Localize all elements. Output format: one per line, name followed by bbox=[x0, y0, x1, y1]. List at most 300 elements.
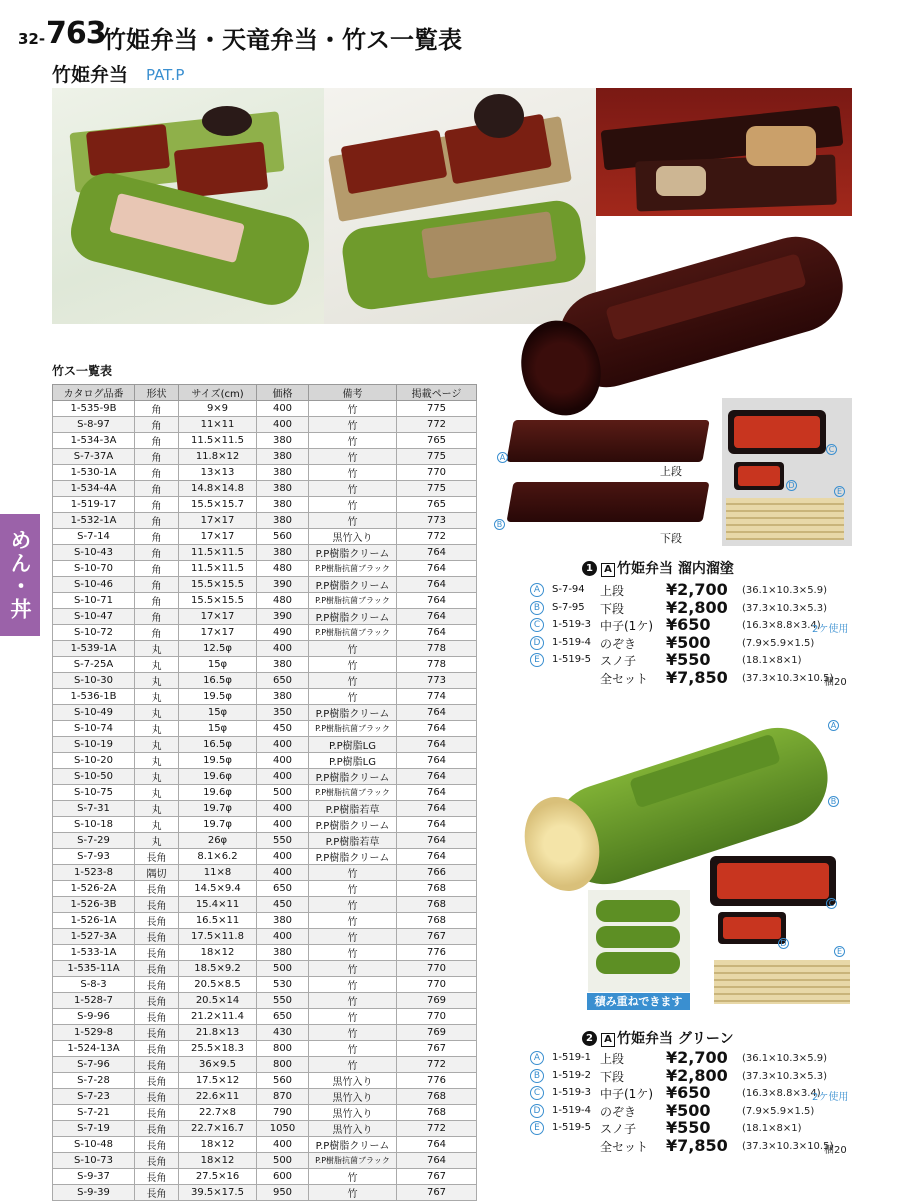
table-cell: 丸 bbox=[135, 673, 179, 689]
table-cell: S-10-73 bbox=[53, 1153, 135, 1169]
table-cell: S-10-19 bbox=[53, 737, 135, 753]
table-cell: P.P樹脂クリーム bbox=[309, 577, 397, 593]
product-code: 1-519-5 bbox=[552, 654, 592, 666]
table-cell: 772 bbox=[397, 1057, 477, 1073]
product-code: 1-519-2 bbox=[552, 1069, 592, 1081]
table-row bbox=[53, 401, 477, 417]
table-row bbox=[53, 753, 477, 769]
table-row bbox=[53, 1009, 477, 1025]
table-cell: 400 bbox=[257, 801, 309, 817]
product-size: (18.1×8×1) bbox=[742, 1123, 802, 1135]
table-cell: S-7-96 bbox=[53, 1057, 135, 1073]
product-size: (36.1×10.3×5.9) bbox=[742, 585, 827, 596]
table-row bbox=[53, 689, 477, 705]
product-code: 1-519-1 bbox=[552, 1052, 592, 1063]
table-cell: 1-523-8 bbox=[53, 865, 135, 881]
table-cell: 19.6φ bbox=[179, 769, 257, 785]
table-cell: 竹 bbox=[309, 897, 397, 913]
table-cell: 768 bbox=[397, 897, 477, 913]
table-cell: 773 bbox=[397, 513, 477, 529]
table-cell: 丸 bbox=[135, 641, 179, 657]
part-marker: D bbox=[530, 636, 544, 650]
table-cell: 14.5×9.4 bbox=[179, 881, 257, 897]
table-cell: 767 bbox=[397, 1169, 477, 1185]
product-size: (36.1×10.3×5.9) bbox=[742, 1053, 827, 1064]
table-cell: 764 bbox=[397, 561, 477, 577]
table-cell: 764 bbox=[397, 737, 477, 753]
table-row bbox=[53, 1105, 477, 1121]
patent-label: PAT.P bbox=[146, 66, 185, 84]
table-row bbox=[53, 881, 477, 897]
table-cell: 長角 bbox=[135, 961, 179, 977]
marker-a-2: A bbox=[828, 720, 839, 731]
table-cell: 650 bbox=[257, 673, 309, 689]
table-cell: 767 bbox=[397, 929, 477, 945]
table-cell: 11×11 bbox=[179, 417, 257, 433]
image-components-green bbox=[710, 856, 852, 1008]
table-cell: 500 bbox=[257, 961, 309, 977]
table-row bbox=[53, 769, 477, 785]
product-name: のぞき bbox=[600, 1104, 637, 1119]
product-name: 下段 bbox=[600, 601, 625, 616]
table-cell: 17×17 bbox=[179, 513, 257, 529]
table-cell: 380 bbox=[257, 945, 309, 961]
table-cell: 950 bbox=[257, 1185, 309, 1201]
table-cell: 773 bbox=[397, 673, 477, 689]
table-row bbox=[53, 1041, 477, 1057]
table-cell: 390 bbox=[257, 609, 309, 625]
product-code: 1-519-5 bbox=[552, 1122, 592, 1134]
marker-d: D bbox=[786, 480, 797, 491]
marker-a: A bbox=[497, 452, 508, 463]
table-cell: 776 bbox=[397, 945, 477, 961]
table-cell: 長角 bbox=[135, 1057, 179, 1073]
table-cell: 竹 bbox=[309, 465, 397, 481]
table-cell: 長角 bbox=[135, 1089, 179, 1105]
table-cell: 長角 bbox=[135, 1185, 179, 1201]
product-price: ¥2,700 bbox=[666, 580, 728, 599]
marker-c: C bbox=[826, 444, 837, 455]
table-cell: P.P樹脂LG bbox=[309, 753, 397, 769]
table-row bbox=[53, 529, 477, 545]
table-cell: 1-526-2A bbox=[53, 881, 135, 897]
product-size: (16.3×8.8×3.4) bbox=[742, 620, 821, 632]
table-cell: 丸 bbox=[135, 689, 179, 705]
table-cell: 560 bbox=[257, 529, 309, 545]
table-cell: 角 bbox=[135, 609, 179, 625]
table-cell: 竹 bbox=[309, 881, 397, 897]
table-row bbox=[53, 497, 477, 513]
table-cell: S-8-3 bbox=[53, 977, 135, 993]
product-size: (7.9×5.9×1.5) bbox=[742, 637, 815, 649]
table-row bbox=[53, 1089, 477, 1105]
table-cell: 竹 bbox=[309, 417, 397, 433]
table-cell: 770 bbox=[397, 465, 477, 481]
table-cell: 400 bbox=[257, 401, 309, 417]
table-cell: 776 bbox=[397, 1073, 477, 1089]
table-cell: 650 bbox=[257, 881, 309, 897]
table-cell: S-7-25A bbox=[53, 657, 135, 673]
table-cell: 764 bbox=[397, 1137, 477, 1153]
table-cell: 22.6×11 bbox=[179, 1089, 257, 1105]
table-cell: 764 bbox=[397, 769, 477, 785]
table-cell: 1-536-1B bbox=[53, 689, 135, 705]
product-price: ¥550 bbox=[666, 1118, 711, 1138]
table-cell: 15φ bbox=[179, 705, 257, 721]
table-cell: 380 bbox=[257, 481, 309, 497]
table-cell: 20.5×8.5 bbox=[179, 977, 257, 993]
table-cell: 丸 bbox=[135, 785, 179, 801]
table-cell: 長角 bbox=[135, 1025, 179, 1041]
table-cell: 26φ bbox=[179, 833, 257, 849]
table-cell: 長角 bbox=[135, 1073, 179, 1089]
table-cell: 長角 bbox=[135, 849, 179, 865]
product-size: (7.9×5.9×1.5) bbox=[742, 1105, 815, 1117]
table-cell: 長角 bbox=[135, 1169, 179, 1185]
table-cell: 15.5×15.5 bbox=[179, 593, 257, 609]
table-cell: 20.5×14 bbox=[179, 993, 257, 1009]
table-cell: 400 bbox=[257, 769, 309, 785]
table-cell: 長角 bbox=[135, 897, 179, 913]
product-code: 1-519-3 bbox=[552, 619, 592, 631]
table-cell: 400 bbox=[257, 817, 309, 833]
table-cell: 770 bbox=[397, 1009, 477, 1025]
table-cell: 角 bbox=[135, 449, 179, 465]
marker-b-2: B bbox=[828, 796, 839, 807]
image-components-brown bbox=[722, 398, 852, 546]
table-cell: S-10-18 bbox=[53, 817, 135, 833]
product-price: ¥2,800 bbox=[666, 597, 728, 617]
table-cell: 500 bbox=[257, 785, 309, 801]
table-cell: 長角 bbox=[135, 881, 179, 897]
table-cell: 1-519-17 bbox=[53, 497, 135, 513]
table-cell: 400 bbox=[257, 737, 309, 753]
table-cell: 黒竹入り bbox=[309, 1105, 397, 1121]
table-row bbox=[53, 1057, 477, 1073]
table-cell: 角 bbox=[135, 625, 179, 641]
table-cell: 1-530-1A bbox=[53, 465, 135, 481]
table-cell: 長角 bbox=[135, 1009, 179, 1025]
table-header-cell: カタログ品番 bbox=[53, 385, 135, 401]
table-cell: 角 bbox=[135, 593, 179, 609]
table-row bbox=[53, 561, 477, 577]
part-marker: A bbox=[530, 1051, 544, 1065]
product-code: 1-519-3 bbox=[552, 1087, 592, 1099]
table-cell: 450 bbox=[257, 721, 309, 737]
table-cell: 竹 bbox=[309, 401, 397, 417]
table-cell: 1-529-8 bbox=[53, 1025, 135, 1041]
table-cell: 竹 bbox=[309, 673, 397, 689]
table-cell: 角 bbox=[135, 513, 179, 529]
table-cell: 775 bbox=[397, 481, 477, 497]
table-cell: 21.2×11.4 bbox=[179, 1009, 257, 1025]
table-cell: 1-528-7 bbox=[53, 993, 135, 1009]
table-cell: S-9-37 bbox=[53, 1169, 135, 1185]
table-cell: 隅切 bbox=[135, 865, 179, 881]
table-cell: 長角 bbox=[135, 913, 179, 929]
table-cell: S-7-23 bbox=[53, 1089, 135, 1105]
table-cell: 竹 bbox=[309, 1057, 397, 1073]
table-row bbox=[53, 849, 477, 865]
table-cell: 角 bbox=[135, 401, 179, 417]
table-cell: 16.5φ bbox=[179, 673, 257, 689]
table-cell: P.P樹脂抗菌ブラック bbox=[309, 625, 397, 641]
table-cell: 竹 bbox=[309, 865, 397, 881]
table-cell: 竹 bbox=[309, 961, 397, 977]
table-row bbox=[53, 417, 477, 433]
table-cell: 400 bbox=[257, 753, 309, 769]
table-cell: 15.5×15.7 bbox=[179, 497, 257, 513]
table-row bbox=[53, 657, 477, 673]
product-price: ¥2,700 bbox=[666, 1048, 728, 1067]
table-header-cell: サイズ(cm) bbox=[179, 385, 257, 401]
table-row bbox=[53, 961, 477, 977]
table-cell: 380 bbox=[257, 465, 309, 481]
table-cell: 11.5×11.5 bbox=[179, 545, 257, 561]
table-row bbox=[53, 737, 477, 753]
table-cell: 764 bbox=[397, 849, 477, 865]
table-cell: 764 bbox=[397, 801, 477, 817]
label-lower: 下段 bbox=[660, 532, 682, 545]
table-cell: 長角 bbox=[135, 1121, 179, 1137]
table-cell: 14.8×14.8 bbox=[179, 481, 257, 497]
product-code: S-7-95 bbox=[552, 601, 585, 613]
table-cell: 380 bbox=[257, 913, 309, 929]
table-row bbox=[53, 721, 477, 737]
marker-b: B bbox=[494, 519, 505, 530]
table-cell: 丸 bbox=[135, 705, 179, 721]
table-cell: 竹 bbox=[309, 449, 397, 465]
table-row bbox=[53, 897, 477, 913]
table-cell: P.P樹脂クリーム bbox=[309, 769, 397, 785]
product-price: ¥2,800 bbox=[666, 1065, 728, 1085]
table-cell: 竹 bbox=[309, 993, 397, 1009]
product-name: 全セット bbox=[600, 1139, 649, 1154]
table-cell: 764 bbox=[397, 545, 477, 561]
table-cell: 400 bbox=[257, 1137, 309, 1153]
table-cell: S-9-39 bbox=[53, 1185, 135, 1201]
image-lower-tray-brown bbox=[506, 482, 709, 522]
part-marker: C bbox=[530, 618, 544, 632]
table-cell: 丸 bbox=[135, 817, 179, 833]
page-prefix: 32- bbox=[18, 30, 46, 48]
table-cell: 竹 bbox=[309, 433, 397, 449]
table-cell: 650 bbox=[257, 1009, 309, 1025]
table-cell: 400 bbox=[257, 641, 309, 657]
table-cell: 764 bbox=[397, 785, 477, 801]
product-name: スノ子 bbox=[600, 654, 637, 669]
table-cell: 764 bbox=[397, 833, 477, 849]
table-cell: 角 bbox=[135, 561, 179, 577]
table-cell: S-10-75 bbox=[53, 785, 135, 801]
section-title: 竹姫弁当 bbox=[52, 64, 129, 86]
table-cell: 1-539-1A bbox=[53, 641, 135, 657]
table-cell: 竹 bbox=[309, 977, 397, 993]
product-size: (37.3×10.3×5.3) bbox=[742, 1070, 827, 1082]
product-size: (37.3×10.3×10.5) bbox=[742, 672, 834, 684]
part-marker: C bbox=[530, 1086, 544, 1100]
table-cell: 380 bbox=[257, 497, 309, 513]
table-cell: 600 bbox=[257, 1169, 309, 1185]
product-size: (16.3×8.8×3.4) bbox=[742, 1088, 821, 1100]
table-cell: P.P樹脂クリーム bbox=[309, 817, 397, 833]
table-cell: 764 bbox=[397, 593, 477, 609]
table-cell: 竹 bbox=[309, 1185, 397, 1201]
table-cell: S-10-70 bbox=[53, 561, 135, 577]
table-header-cell: 掲載ページ bbox=[397, 385, 477, 401]
table-cell: S-7-29 bbox=[53, 833, 135, 849]
table-row bbox=[53, 801, 477, 817]
table-cell: 11×8 bbox=[179, 865, 257, 881]
photo-lacquer-bento bbox=[596, 88, 852, 216]
table-cell: 18.5×9.2 bbox=[179, 961, 257, 977]
page-number: 763 bbox=[46, 16, 106, 51]
table-cell: 角 bbox=[135, 577, 179, 593]
marker-e-2: E bbox=[834, 946, 845, 957]
table-cell: 竹 bbox=[309, 1009, 397, 1025]
table-cell: 15.5×15.5 bbox=[179, 577, 257, 593]
table-cell: P.P樹脂クリーム bbox=[309, 609, 397, 625]
table-cell: 黒竹入り bbox=[309, 529, 397, 545]
table-cell: 12.5φ bbox=[179, 641, 257, 657]
table-cell: 768 bbox=[397, 881, 477, 897]
table-cell: 11.8×12 bbox=[179, 449, 257, 465]
part-marker: D bbox=[530, 1104, 544, 1118]
table-cell: 竹 bbox=[309, 929, 397, 945]
product-2-list bbox=[530, 1050, 870, 1156]
table-cell: P.P樹脂クリーム bbox=[309, 849, 397, 865]
table-cell: 450 bbox=[257, 897, 309, 913]
table-cell: 530 bbox=[257, 977, 309, 993]
product-image-lacquer-bento bbox=[516, 224, 852, 410]
table-cell: 764 bbox=[397, 577, 477, 593]
product-name: スノ子 bbox=[600, 1122, 637, 1137]
table-cell: 長角 bbox=[135, 1153, 179, 1169]
table-cell: 8.1×6.2 bbox=[179, 849, 257, 865]
table-cell: P.P樹脂抗菌ブラック bbox=[309, 593, 397, 609]
product-size: (18.1×8×1) bbox=[742, 655, 802, 667]
table-cell: 39.5×17.5 bbox=[179, 1185, 257, 1201]
table-cell: 18×12 bbox=[179, 1137, 257, 1153]
table-cell: 380 bbox=[257, 513, 309, 529]
side-tab-noodles-rice[interactable]: めん・丼 bbox=[0, 514, 40, 636]
table-cell: P.P樹脂抗菌ブラック bbox=[309, 785, 397, 801]
table-row bbox=[53, 1153, 477, 1169]
table-header-cell: 備考 bbox=[309, 385, 397, 401]
table-cell: 480 bbox=[257, 561, 309, 577]
product-row bbox=[530, 1135, 870, 1156]
table-row bbox=[53, 1025, 477, 1041]
table-cell: 長角 bbox=[135, 993, 179, 1009]
part-marker: B bbox=[530, 601, 544, 615]
table-cell: P.P樹脂若草 bbox=[309, 833, 397, 849]
product-price: ¥7,850 bbox=[666, 667, 728, 687]
table-cell: 18×12 bbox=[179, 1153, 257, 1169]
table-cell: 480 bbox=[257, 593, 309, 609]
table-cell: 丸 bbox=[135, 753, 179, 769]
table-cell: 764 bbox=[397, 753, 477, 769]
product-1-list bbox=[530, 582, 870, 688]
table-cell: 775 bbox=[397, 449, 477, 465]
marker-e: E bbox=[834, 486, 845, 497]
table-cell: 11.5×11.5 bbox=[179, 433, 257, 449]
table-cell: 775 bbox=[397, 401, 477, 417]
product-code: S-7-94 bbox=[552, 584, 585, 595]
table-cell: 350 bbox=[257, 705, 309, 721]
marker-c-2: C bbox=[826, 898, 837, 909]
table-cell: 角 bbox=[135, 417, 179, 433]
table-cell: 800 bbox=[257, 1057, 309, 1073]
table-cell: 角 bbox=[135, 529, 179, 545]
table-cell: 560 bbox=[257, 1073, 309, 1089]
photo-green-bento-soba bbox=[52, 88, 324, 324]
table-cell: 769 bbox=[397, 993, 477, 1009]
table-cell: 15φ bbox=[179, 657, 257, 673]
image-stack bbox=[588, 890, 690, 992]
table-cell: 19.5φ bbox=[179, 753, 257, 769]
table-cell: P.P樹脂抗菌ブラック bbox=[309, 721, 397, 737]
table-cell: 竹 bbox=[309, 641, 397, 657]
part-marker: E bbox=[530, 653, 544, 667]
table-row bbox=[53, 513, 477, 529]
table-row bbox=[53, 449, 477, 465]
table-row bbox=[53, 929, 477, 945]
table-cell: 380 bbox=[257, 657, 309, 673]
table-cell: 767 bbox=[397, 1185, 477, 1201]
table-cell: S-10-49 bbox=[53, 705, 135, 721]
product-name: のぞき bbox=[600, 636, 637, 651]
table-cell: P.P樹脂抗菌ブラック bbox=[309, 1153, 397, 1169]
table-cell: 17.5×12 bbox=[179, 1073, 257, 1089]
table-cell: S-10-48 bbox=[53, 1137, 135, 1153]
table-cell: 390 bbox=[257, 577, 309, 593]
table-cell: 764 bbox=[397, 1153, 477, 1169]
table-cell: 772 bbox=[397, 1121, 477, 1137]
table-cell: P.P樹脂抗菌ブラック bbox=[309, 561, 397, 577]
table-cell: 丸 bbox=[135, 721, 179, 737]
table-cell: 11.5×11.5 bbox=[179, 561, 257, 577]
table-title: 竹ス一覧表 bbox=[52, 364, 113, 378]
table-cell: S-9-96 bbox=[53, 1009, 135, 1025]
table-cell: 17×17 bbox=[179, 625, 257, 641]
table-cell: 15φ bbox=[179, 721, 257, 737]
product-name: 上段 bbox=[600, 584, 625, 598]
table-cell: 竹 bbox=[309, 657, 397, 673]
product-price: ¥500 bbox=[666, 1100, 711, 1120]
table-cell: 黒竹入り bbox=[309, 1073, 397, 1089]
table-cell: 19.5φ bbox=[179, 689, 257, 705]
table-cell: 772 bbox=[397, 417, 477, 433]
table-cell: S-10-47 bbox=[53, 609, 135, 625]
table-cell: 770 bbox=[397, 977, 477, 993]
table-cell: 長角 bbox=[135, 945, 179, 961]
table-cell: 丸 bbox=[135, 833, 179, 849]
table-cell: 22.7×8 bbox=[179, 1105, 257, 1121]
marker-d-2: D bbox=[778, 938, 789, 949]
table-cell: 竹 bbox=[309, 1025, 397, 1041]
table-cell: S-10-71 bbox=[53, 593, 135, 609]
table-row bbox=[53, 705, 477, 721]
table-cell: 丸 bbox=[135, 657, 179, 673]
table-cell: 17×17 bbox=[179, 609, 257, 625]
table-cell: 764 bbox=[397, 625, 477, 641]
image-upper-tray-brown bbox=[506, 420, 709, 462]
table-cell: 18×12 bbox=[179, 945, 257, 961]
table-cell: S-7-31 bbox=[53, 801, 135, 817]
table-cell: 400 bbox=[257, 417, 309, 433]
product-1-title: 1 A 竹姫弁当 溜内溜塗 bbox=[582, 558, 734, 578]
product-code: 1-519-4 bbox=[552, 636, 592, 648]
